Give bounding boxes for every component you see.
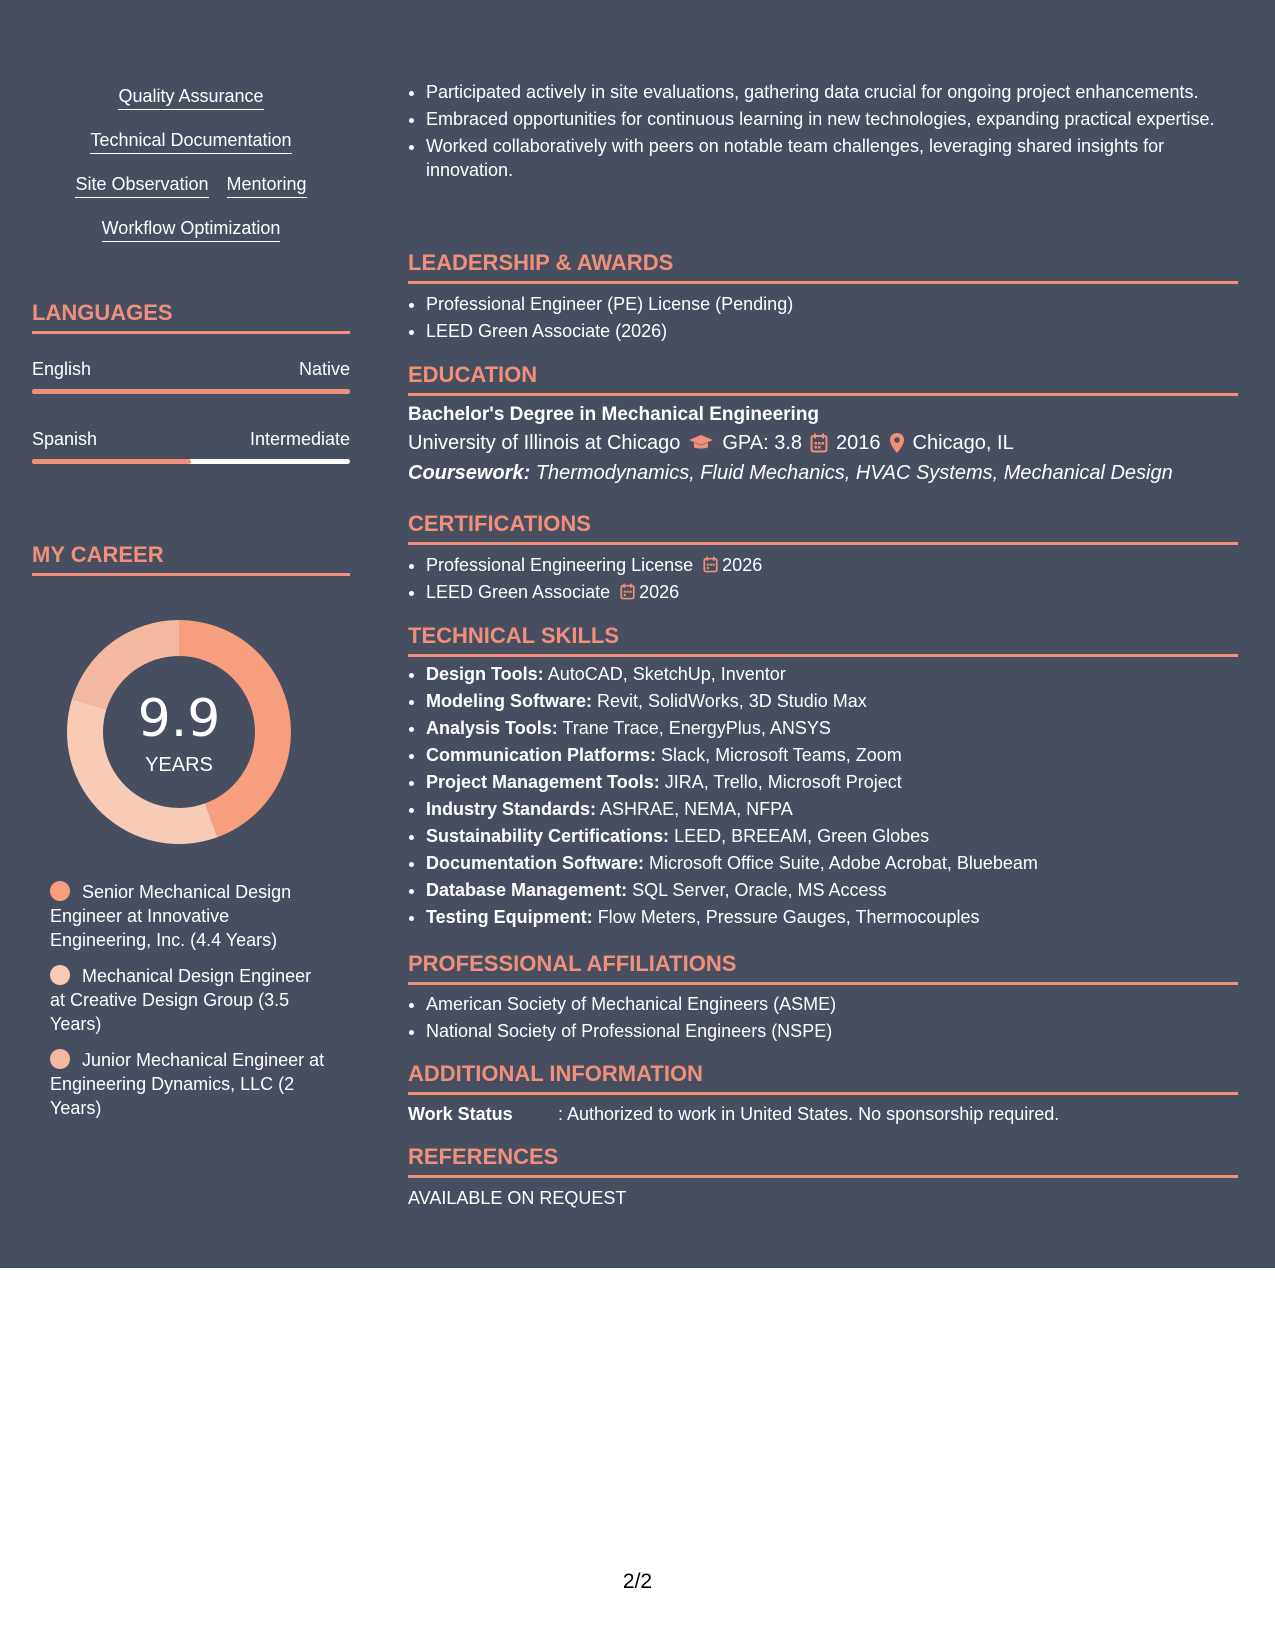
language-level: Native (298, 359, 350, 379)
technical-skill-item (426, 851, 1256, 875)
technical-skill-item (426, 905, 1256, 929)
language-proficiency-fill (32, 389, 350, 394)
skill-category: Sustainability Certifications: (426, 826, 670, 846)
leadership-item: • LEED Green Associate (2026) (426, 319, 1256, 343)
certifications-list (408, 553, 1256, 607)
work-status-value: : Authorized to work in United States. No sponsorship required. (558, 1104, 1060, 1124)
certifications-heading: CERTIFICATIONS (408, 511, 1238, 545)
leadership-item: • Professional Engineer (PE) License (Pending) (426, 292, 1256, 316)
skill-tag: Mentoring (227, 173, 307, 198)
skill-tag-row (32, 85, 350, 110)
experience-bullet: • Embraced opportunities for continuous learning in new technologies, expanding practical expertise. (426, 107, 1226, 131)
location-pin-icon (889, 432, 905, 454)
language-proficiency-bar (32, 459, 350, 464)
technical-skill-item (426, 716, 1256, 740)
sidebar (0, 0, 383, 1268)
technical-skill-item (426, 770, 1256, 794)
career-legend-text: Mechanical Design Engineer at Creative Design Group (3.5 Years) (50, 966, 312, 1034)
certification-date: 2026 (639, 582, 680, 602)
skill-tag: Site Observation (75, 173, 208, 198)
school-name: University of Illinois at Chicago (408, 432, 681, 454)
references-text: AVAILABLE ON REQUEST (408, 1188, 627, 1208)
technical-skill-item (426, 878, 1256, 902)
language-proficiency-bar (32, 389, 350, 394)
skill-category: Communication Platforms: (426, 745, 657, 765)
skill-values: JIRA, Trello, Microsoft Project (664, 772, 902, 792)
certification-name: LEED Green Associate (426, 582, 611, 602)
skill-category: Project Management Tools: (426, 772, 660, 792)
references-heading: REFERENCES (408, 1144, 1238, 1178)
affiliation-item: • National Society of Professional Engineers (NSPE) (426, 1019, 1256, 1043)
skill-category: Database Management: (426, 880, 628, 900)
school-location: Chicago, IL (912, 432, 1014, 454)
work-status-label: Work Status (408, 1104, 513, 1124)
additional-info-heading: ADDITIONAL INFORMATION (408, 1061, 1238, 1095)
leadership-heading: LEADERSHIP & AWARDS (408, 250, 1238, 284)
skill-values: AutoCAD, SketchUp, Inventor (547, 664, 786, 684)
graduation-cap-icon (688, 434, 714, 452)
degree-title: Bachelor's Degree in Mechanical Engineering (408, 404, 820, 425)
certification-name: Professional Engineering License (426, 555, 694, 575)
certification-date: 2026 (722, 555, 763, 575)
experience-bullets (408, 80, 1226, 185)
language-proficiency-fill (32, 459, 191, 464)
work-status-row (408, 1102, 1238, 1126)
language-item (32, 428, 350, 464)
career-legend-dot (50, 965, 70, 985)
skill-category: Industry Standards: (426, 799, 597, 819)
technical-skills-list (408, 662, 1256, 932)
gpa: GPA: 3.8 (722, 432, 803, 454)
language-level: Intermediate (249, 429, 350, 449)
skill-values: Trane Trace, EnergyPlus, ANSYS (562, 718, 831, 738)
skill-category: Documentation Software: (426, 853, 645, 873)
education-entry (408, 402, 1238, 488)
calendar-icon (620, 583, 635, 600)
certification-item (426, 580, 1256, 604)
career-legend-dot (50, 1049, 70, 1069)
skill-values: SQL Server, Oracle, MS Access (632, 880, 887, 900)
coursework (408, 458, 1238, 488)
language-name: Spanish (32, 429, 98, 449)
skill-values: ASHRAE, NEMA, NFPA (600, 799, 793, 819)
education-details (408, 428, 1238, 458)
skill-tag: Workflow Optimization (102, 217, 281, 242)
skill-values: LEED, BREEAM, Green Globes (674, 826, 930, 846)
experience-bullet: • Participated actively in site evaluations, gathering data crucial for ongoing project enhancements. (426, 80, 1226, 104)
career-legend (50, 880, 330, 1132)
skill-tag: Technical Documentation (90, 129, 291, 154)
skill-category: Testing Equipment: (426, 907, 593, 927)
skill-category: Analysis Tools: (426, 718, 558, 738)
graduation-year: 2016 (836, 432, 881, 454)
technical-skills-heading: TECHNICAL SKILLS (408, 623, 1238, 657)
page-number: 2/2 (622, 1570, 653, 1593)
career-legend-text: Senior Mechanical Design Engineer at Innovative Engineering, Inc. (4.4 Years) (50, 882, 292, 950)
education-heading: EDUCATION (408, 362, 1238, 396)
skill-tag-row (32, 129, 350, 154)
skill-values: Microsoft Office Suite, Adobe Acrobat, Bluebeam (649, 853, 1038, 873)
career-years-unit: YEARS (145, 754, 213, 776)
career-heading: MY CAREER (32, 542, 350, 576)
skill-category: Modeling Software: (426, 691, 592, 711)
coursework-list: Thermodynamics, Fluid Mechanics, HVAC Systems, Mechanical Design (535, 462, 1173, 484)
career-legend-item (50, 964, 330, 1036)
technical-skill-item (426, 824, 1256, 848)
affiliations-heading: PROFESSIONAL AFFILIATIONS (408, 951, 1238, 985)
calendar-icon (703, 556, 718, 573)
career-legend-item (50, 1048, 330, 1120)
career-total-years: 9.9 (137, 689, 221, 749)
leadership-list (408, 292, 1256, 346)
language-name: English (32, 359, 92, 379)
technical-skill-item (426, 689, 1256, 713)
skill-tag: Quality Assurance (118, 85, 263, 110)
skill-values: Slack, Microsoft Teams, Zoom (661, 745, 902, 765)
coursework-label: Coursework: (408, 462, 531, 484)
certification-item (426, 553, 1256, 577)
affiliations-list (408, 992, 1256, 1046)
experience-bullet: • Worked collaboratively with peers on notable team challenges, leveraging shared insights for innovation. (426, 134, 1226, 182)
skill-values: Revit, SolidWorks, 3D Studio Max (597, 691, 867, 711)
career-legend-dot (50, 881, 70, 901)
skill-tag-row (32, 173, 350, 198)
skill-values: Flow Meters, Pressure Gauges, Thermocouples (597, 907, 980, 927)
languages-heading: LANGUAGES (32, 300, 350, 334)
skill-tag-row (32, 217, 350, 242)
technical-skill-item (426, 743, 1256, 767)
language-item (32, 358, 350, 394)
career-legend-item (50, 880, 330, 952)
affiliation-item: • American Society of Mechanical Engineers (ASME) (426, 992, 1256, 1016)
career-legend-text: Junior Mechanical Engineer at Engineering Dynamics, LLC (2 Years) (50, 1050, 325, 1118)
skill-category: Design Tools: (426, 664, 544, 684)
technical-skill-item (426, 662, 1256, 686)
skill-tags (32, 85, 350, 261)
calendar-icon (810, 433, 828, 453)
technical-skill-item (426, 797, 1256, 821)
